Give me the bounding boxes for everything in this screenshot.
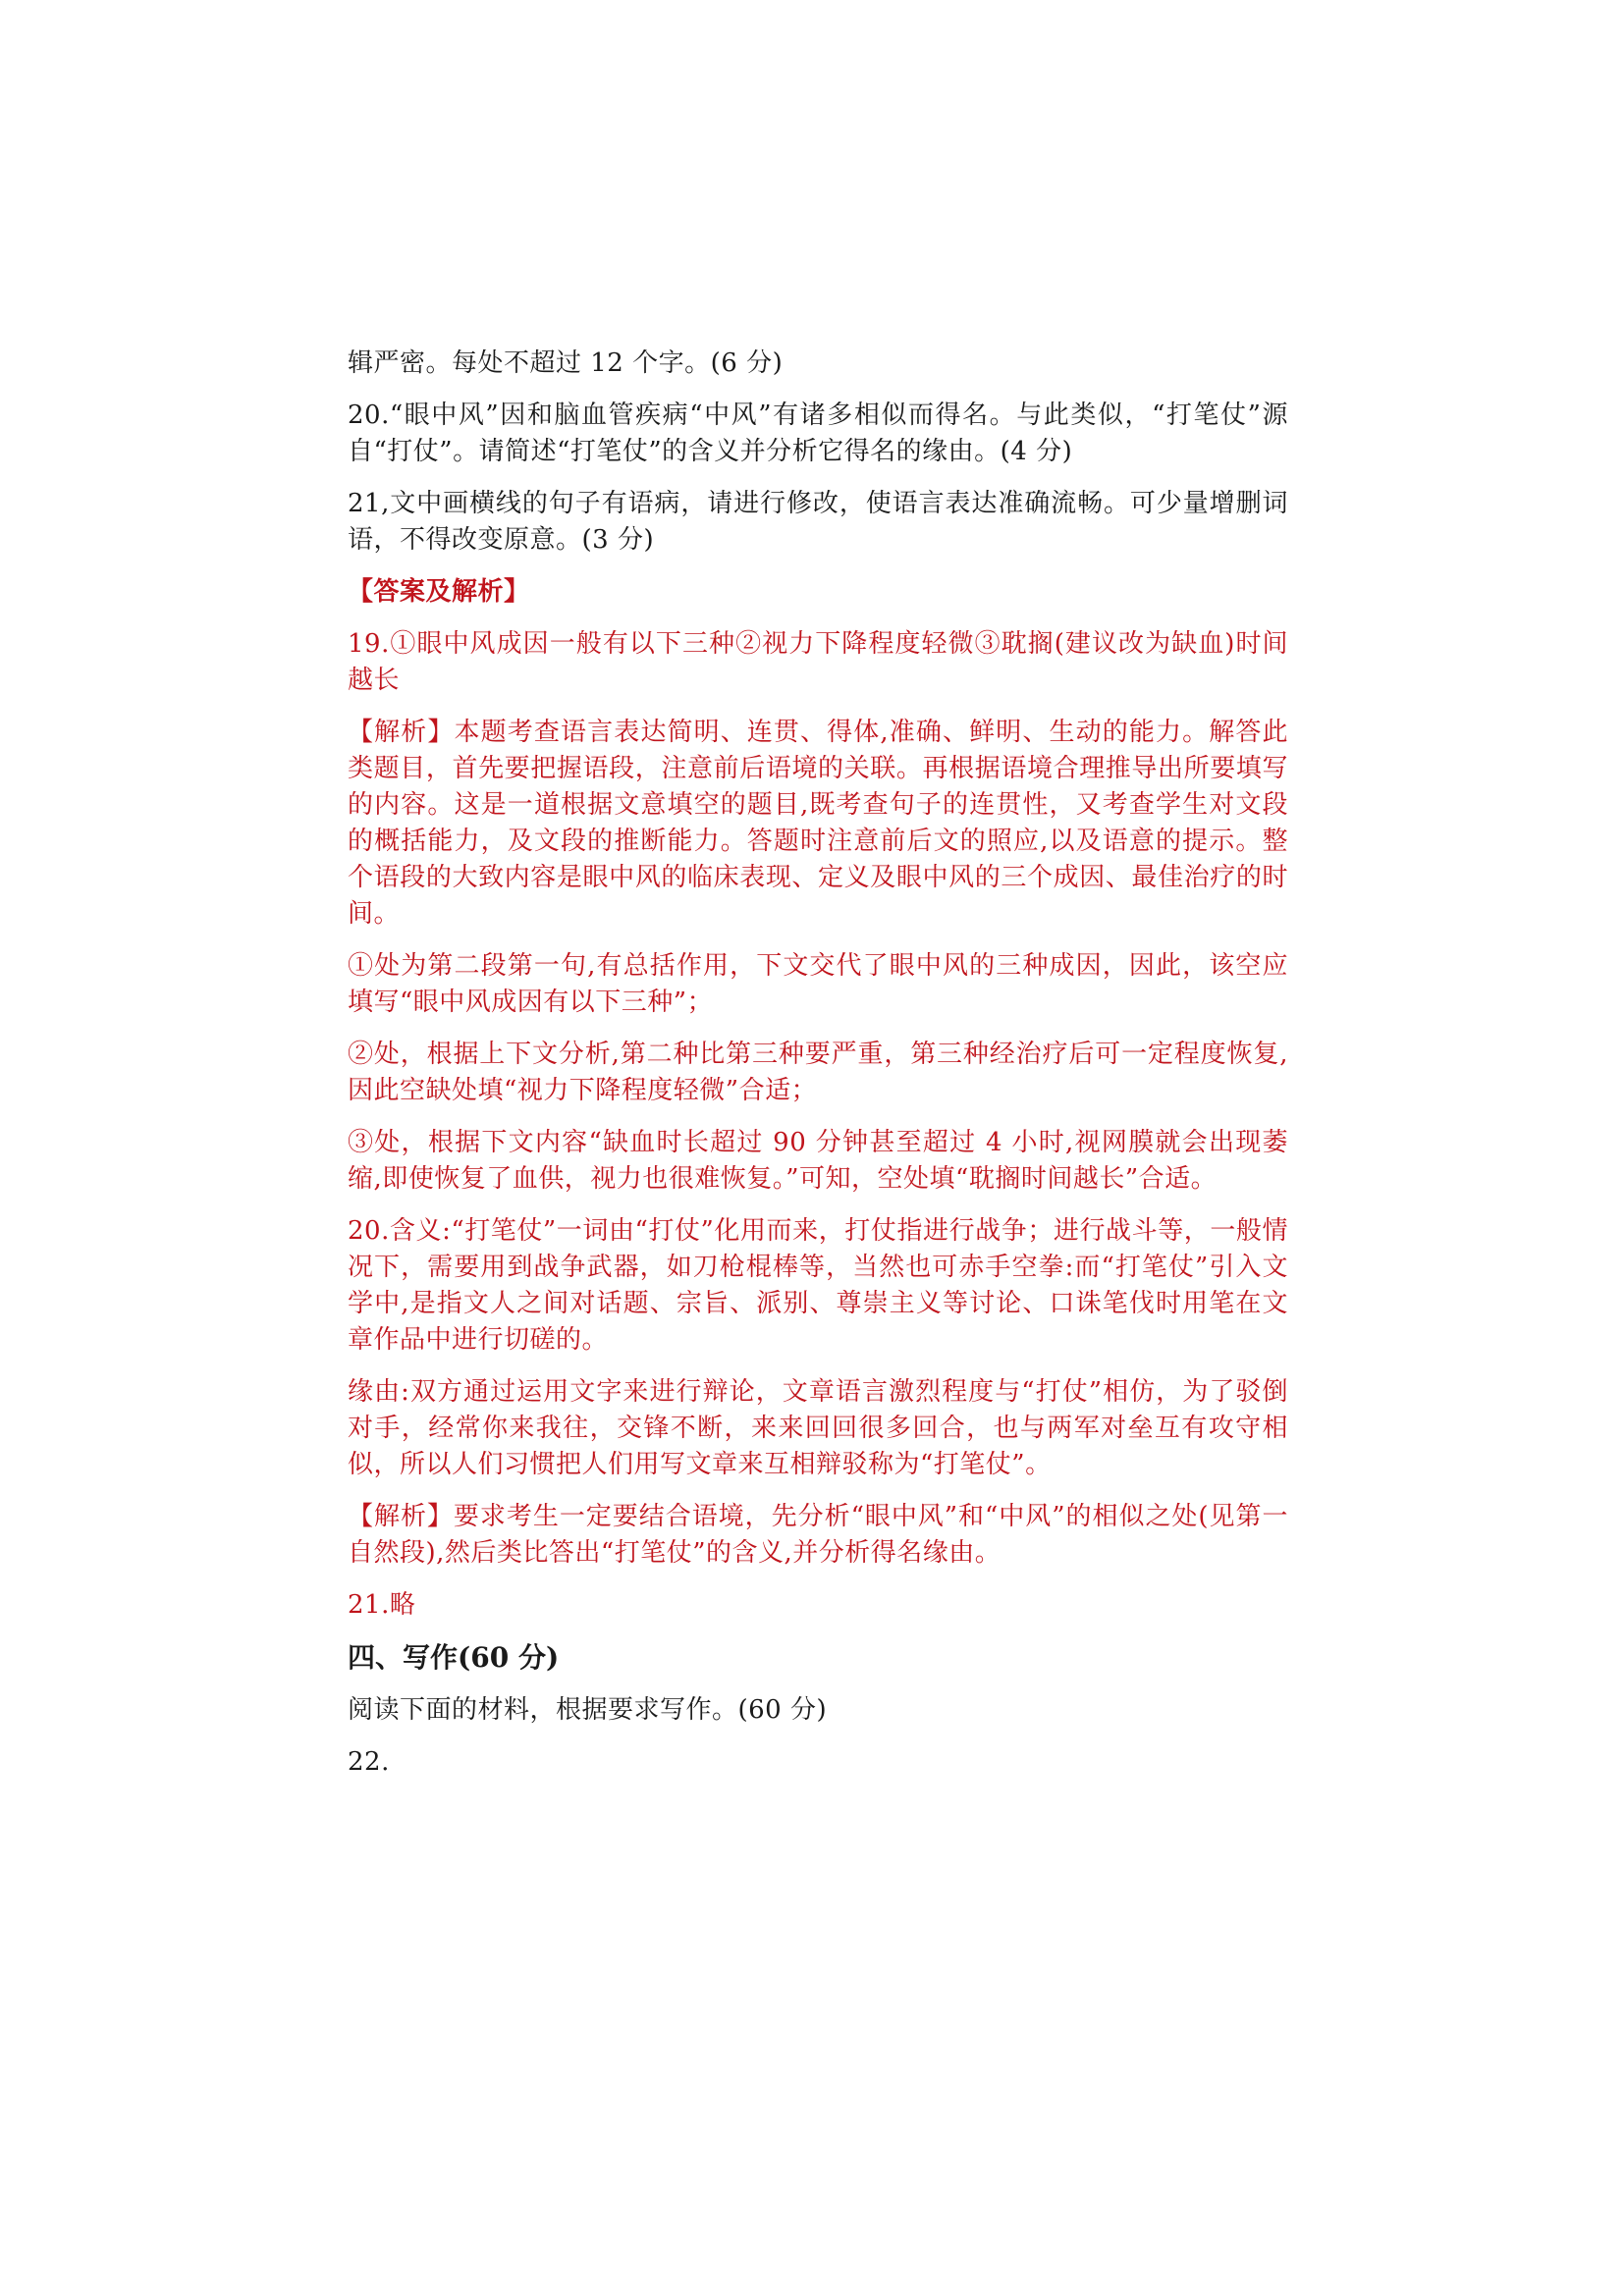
answer-19-point-2: ②处，根据上下文分析,第二种比第三种要严重，第三种经治疗后可一定程度恢复,因此空缺处填“视力下降程度轻微”合适；	[348, 1040, 1288, 1105]
answer-20-reason: 缘由:双方通过运用文字来进行辩论，文章语言激烈程度与“打仗”相仿，为了驳倒对手，经常你来我往，交锋不断，来来回回很多回合，也与两军对垒互有攻守相似，所以人们习惯把人们用写文章来互相辩驳称为“打笔仗”。	[348, 1377, 1288, 1479]
answer-20-meaning: 20.含义:“打笔仗”一词由“打仗”化用而来，打仗指进行战争；进行战斗等，一般情况下，需要用到战争武器，如刀枪棍棒等，当然也可赤手空拳:而“打笔仗”引入文学中,是指文人之间对话题、宗旨、派别、尊崇主义等讨论、口诛笔伐时用笔在文章作品中进行切磋的。	[348, 1216, 1288, 1355]
section-4-instruction: 阅读下面的材料，根据要求写作。(60 分)	[348, 1695, 828, 1725]
answer-heading: 【答案及解析】	[348, 577, 530, 607]
answer-19-analysis: 【解析】本题考查语言表达简明、连贯、得体,准确、鲜明、生动的能力。解答此类题目，首先要把握语段，注意前后语境的关联。再根据语境合理推导出所要填写的内容。这是一道根据文意填空的题目,既考查句子的连贯性，又考查学生对文段的概括能力，及文段的推断能力。答题时注意前后文的照应,以及语意的提示。整个语段的大致内容是眼中风的临床表现、定义及眼中风的三个成因、最佳治疗的时间。	[348, 718, 1288, 929]
answer-19: 19.①眼中风成因一般有以下三种②视力下降程度轻微③耽搁(建议改为缺血)时间越长	[348, 629, 1288, 695]
question-20: 20.“眼中风”因和脑血管疾病“中风”有诸多相似而得名。与此类似，“打笔仗”源自“打仗”。请简述“打笔仗”的含义并分析它得名的缘由。(4 分)	[348, 400, 1288, 466]
section-4-heading: 四、写作(60 分)	[348, 1641, 560, 1674]
question-21: 21,文中画横线的句子有语病，请进行修改，使语言表达准确流畅。可少量增删词语，不得改变原意。(3 分)	[348, 489, 1288, 555]
answer-19-point-3: ③处，根据下文内容“缺血时长超过 90 分钟甚至超过 4 小时,视网膜就会出现萎缩,即使恢复了血供，视力也很难恢复。”可知，空处填“耽搁时间越长”合适。	[348, 1128, 1288, 1194]
question-19-continuation: 辑严密。每处不超过 12 个字。(6 分)	[348, 348, 784, 378]
exam-page	[348, 346, 1288, 1796]
answer-21: 21.略	[348, 1590, 416, 1620]
question-22: 22.	[348, 1747, 390, 1777]
answer-19-point-1: ①处为第二段第一句,有总括作用，下文交代了眼中风的三种成因，因此，该空应填写“眼中风成因有以下三种”；	[348, 951, 1288, 1017]
answer-20-analysis: 【解析】要求考生一定要结合语境，先分析“眼中风”和“中风”的相似之处(见第一自然段),然后类比答出“打笔仗”的含义,并分析得名缘由。	[348, 1502, 1288, 1568]
